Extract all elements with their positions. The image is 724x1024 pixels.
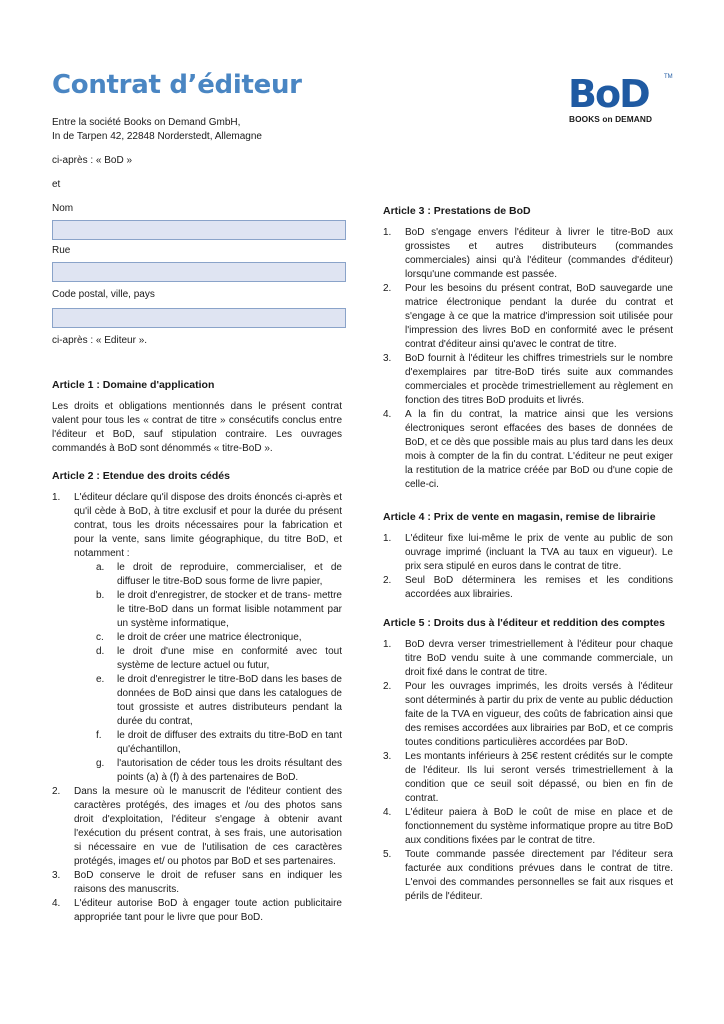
list-item: 2. Pour les ouvrages imprimés, les droits versés à l'éditeur sont déterminés à partir du prix de vente au public déduction faite de la TVA en vigueur, des coûts de fabrication ainsi que des remises accordées aux librairies par BoD, et ce compris toutes conditions particulières accordées par BoD. [383, 681, 673, 748]
list-item: 3. BoD fournit à l'éditeur les chiffres trimestriels sur le nombre d'exemplaires par titre-BoD tirés suite aux commandes commerciales et procède trimestriellement au règlement en fonction des titres BoD produits et livrés. [383, 353, 673, 406]
right-column [383, 204, 673, 904]
logo-subtitle: BOOKS on DEMAND [569, 114, 653, 124]
sub-list-item: a. le droit de reproduire, commercialiser, et de diffuser le titre-BoD sous forme de livre papier, [96, 562, 342, 587]
article4-title: Article 4 : Prix de vente en magasin, remise de librairie [383, 511, 656, 523]
article1-title: Article 1 : Domaine d'application [52, 379, 215, 391]
list-item: 2. Pour les besoins du présent contrat, BoD sauvegarde une matrice électronique pendant la durée du contrat et s'engage à ce que la matrice d'impression soit utilisée pour l'impression des livres BoD en conformité avec le présent contrat d'éditeur ainsi qu'avec le contrat de titre. [383, 283, 673, 350]
list-item: 1. L'éditeur déclare qu'il dispose des droits énoncés ci-après et qu'il cède à BoD, à titre exclusif et pour la durée du présent contrat, tous les droits nécessaires pour la fabrication et pour la vente, sans limite géographique, du titre BoD, et notamment : a. le droit de reproduire, commercialiser, et de diffuser le titre-BoD sous forme de livre papier, b. le droit d'enregistrer, de stocker et de trans- mettre le titre-BoD dans un format lisible notamment par un système informatique, c. le droit de créer une matrice électronique, d. le droit d'une mise en conformité avec tout système de lecture actuel ou futur, e. le droit d'enregistrer le titre-BoD dans les bases de données de BoD ainsi que dans les catalogues de tout grossiste et autres distributeurs pendant la durée du contrat, f. le droit de diffuser des extraits du titre-BoD en tant qu'échantillon, g. l'autorisation de céder tous les droits résultant des points (a) à (f) à des partenaires de BoD. [52, 492, 342, 783]
hereafter-bod: ci-après : « BoD » [52, 155, 133, 166]
sub-list-item: g. l'autorisation de céder tous les droits résultant des points (a) à (f) à des partenaires de BoD. [96, 758, 342, 783]
list-item: 1. L'éditeur fixe lui-même le prix de vente au public de son ouvrage imprimé (incluant la TVA au taux en vigueur). Le prix sera stipulé en euros dans le contrat de titre. [383, 533, 673, 572]
sub-list-item: b. le droit d'enregistrer, de stocker et de trans- mettre le titre-BoD dans un format lisible notamment par un système informatique, [96, 590, 342, 629]
article2-sublist [74, 561, 342, 785]
sub-list-item: e. le droit d'enregistrer le titre-BoD dans les bases de données de BoD ainsi que dans les catalogues de tout grossiste et autres distributeurs pendant la durée du contrat, [96, 674, 342, 727]
street-label: Rue [52, 245, 71, 256]
list-item: 4. A la fin du contrat, la matrice ainsi que les versions électroniques seront effacées des bases de données de BoD, et ce dès que possible mais au plus tard dans les deux mois à compter de la fin du contrat. L'éditeur ne peut exiger la restitution de la matrice créée par BoD ou d'une copie de celle-ci. [383, 409, 673, 490]
list-item: 1. BoD s'engage envers l'éditeur à livrer le titre-BoD aux grossistes et autres distributeurs (commandes commerciales) ainsi qu'à l'éditeur (commandes d'éditeur) lorsqu'une commande est passée. [383, 227, 673, 280]
article2-item1-text: L'éditeur déclare qu'il dispose des droits énoncés ci-après et qu'il cède à BoD, à titre exclusif et pour la durée du présent contrat, tous les droits nécessaires pour la fabrication et pour la vente, sans limite géographique, du titre BoD, et notamment : [74, 492, 342, 559]
name-label: Nom [52, 203, 74, 214]
sub-list-item: c. le droit de créer une matrice électronique, [96, 632, 302, 643]
list-item: 2. Dans la mesure où le manuscrit de l'éditeur contient des caractères protégés, des images et /ou des photos sans droit d'exploitation, l'éditeur s'engage à obtenir avant l'exécution du présent contrat, à ses frais, une autorisation si nécessaire en vue de l'utilisation de ces caractères protégés, images et/ ou photos par BoD et ses partenaires. [52, 786, 342, 867]
left-column [52, 116, 342, 925]
article4-list [383, 532, 673, 602]
and-text: et [52, 179, 61, 190]
party-intro-line2: In de Tarpen 42, 22848 Norderstedt, Allemagne [52, 131, 262, 142]
street-field[interactable] [52, 262, 346, 282]
logo-trademark: TM [664, 74, 673, 80]
article1-text: Les droits et obligations mentionnés dans le présent contrat valent pour tous les « contrat de titre » consécutifs conclus entre l'éditeur et BoD, sauf stipulation contraire. Les ouvrages commandés à BoD sont dénommés « titre-BoD ». [52, 401, 342, 454]
city-label: Code postal, ville, pays [52, 289, 155, 300]
article5-title: Article 5 : Droits dus à l'éditeur et reddition des comptes [383, 617, 665, 629]
list-item: 2. Seul BoD déterminera les remises et les conditions accordées aux librairies. [383, 575, 673, 600]
city-field[interactable] [52, 308, 346, 328]
article2-title: Article 2 : Etendue des droits cédés [52, 470, 230, 482]
party-intro-line1: Entre la société Books on Demand GmbH, [52, 117, 241, 128]
page-title: Contrat d’éditeur [52, 70, 302, 100]
sub-list-item: d. le droit d'une mise en conformité avec tout système de lecture actuel ou futur, [96, 646, 342, 671]
bod-logo [568, 74, 674, 130]
list-item: 4. L'éditeur autorise BoD à engager toute action publicitaire appropriée tant pour le livre que pour BoD. [52, 898, 342, 923]
list-item: 3. BoD conserve le droit de refuser sans en indiquer les raisons des manuscrits. [52, 870, 342, 895]
article3-list [383, 226, 673, 492]
article5-list [383, 638, 673, 904]
list-item: 1. BoD devra verser trimestriellement à l'éditeur pour chaque titre BoD vendu suite à une commande commerciale, un droit fixé dans le contrat de titre. [383, 639, 673, 678]
list-item: 5. Toute commande passée directement par l'éditeur sera facturée aux conditions prévues dans le contrat de titre. L'envoi des commandes personnelles se fait aux risques et périls de l'éditeur. [383, 849, 673, 902]
hereafter-editor: ci-après : « Editeur ». [52, 335, 148, 346]
sub-list-item: f. le droit de diffuser des extraits du titre-BoD en tant qu'échantillon, [96, 730, 342, 755]
article2-list [52, 491, 342, 925]
name-field[interactable] [52, 220, 346, 240]
list-item: 3. Les montants inférieurs à 25€ restent crédités sur le compte de l'éditeur. Ils lui seront versés trimestriellement à la condition que ce seuil soit dépassé, ou bien en fin de contrat. [383, 751, 673, 804]
list-item: 4. L'éditeur paiera à BoD le coût de mise en place et de fonctionnement du système informatique propre au titre BoD aux conditions fixées par le contrat de titre. [383, 807, 673, 846]
article3-title: Article 3 : Prestations de BoD [383, 205, 531, 217]
logo-wordmark: BoD [568, 72, 649, 116]
